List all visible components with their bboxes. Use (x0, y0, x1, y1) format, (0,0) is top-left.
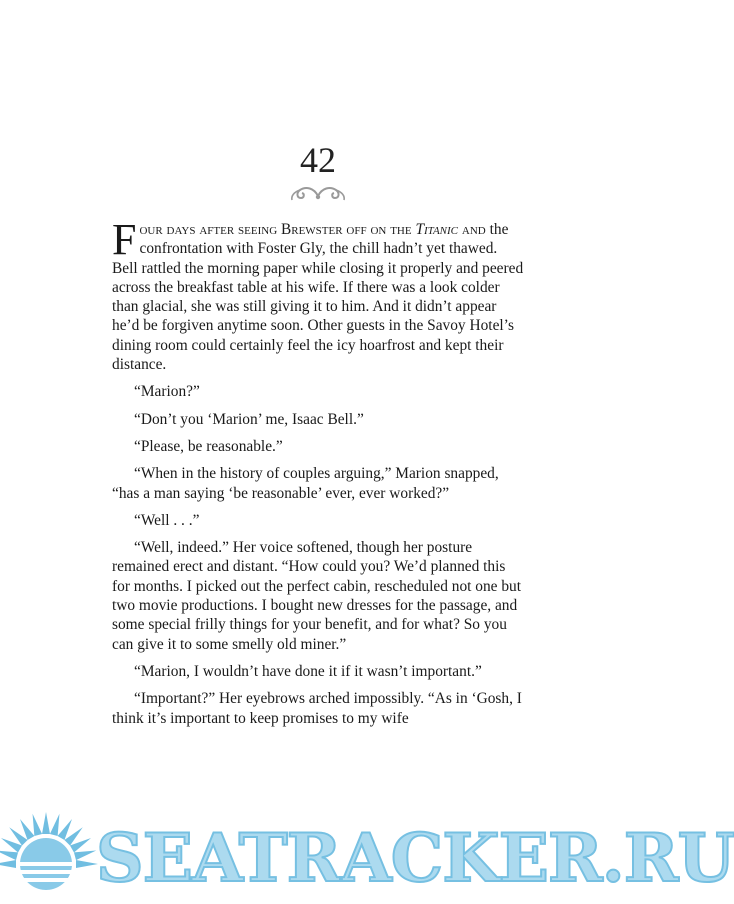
lead-paragraph (112, 215, 524, 374)
paragraph: “When in the history of couples arguing,” Marion snapped, “has a man saying ‘be reasonable’ ever, ever worked?” (112, 465, 499, 502)
chapter-number: 42 (300, 140, 336, 180)
paragraph: “Important?” Her eyebrows arched impossibly. “As in ‘Gosh, I think it’s important to keep promises to my wife (112, 690, 522, 727)
paragraph: “Well . . .” (134, 511, 200, 529)
paragraph: “Well, indeed.” Her voice softened, though her posture remained erect and distant. “How could you? We’d planned this for months. I picked out the perfect cabin, rescheduled not one but two movie productions. I bought new dresses for the passage, and some special frilly things for your benefit, and for what? So you can give it to some smelly old miner.” (112, 539, 522, 653)
drop-cap: F (112, 215, 137, 264)
paragraph: “Marion, I wouldn’t have done it if it wasn’t important.” (134, 662, 482, 680)
lead-smallcaps-tail: and (461, 221, 486, 238)
lead-smallcaps: our days after seeing Brewster off on the (139, 221, 412, 238)
lead-rest: the confrontation with Foster Gly, the chill hadn’t yet thawed. Bell rattled the morning paper while closing it properly and peered across the breakfast table at his wife. If there was a look colder than glacial, she was still giving it to him. And it didn’t appear he’d be forgiven anytime soon. Other guests in the Savoy Hotel’s dining room could certainly feel the icy hoarfrost and kept their distance. (112, 221, 524, 374)
flourish-ornament-icon (288, 182, 348, 204)
paragraph: “Don’t you ‘Marion’ me, Isaac Bell.” (134, 410, 364, 428)
paragraph: “Marion?” (134, 383, 200, 401)
watermark-text: SEATRACKER.RU (96, 819, 734, 897)
paragraph: “Please, be reasonable.” (134, 437, 283, 455)
sun-logo-icon (0, 812, 98, 890)
ship-title: Titanic (415, 221, 459, 238)
chapter-text (112, 215, 524, 728)
